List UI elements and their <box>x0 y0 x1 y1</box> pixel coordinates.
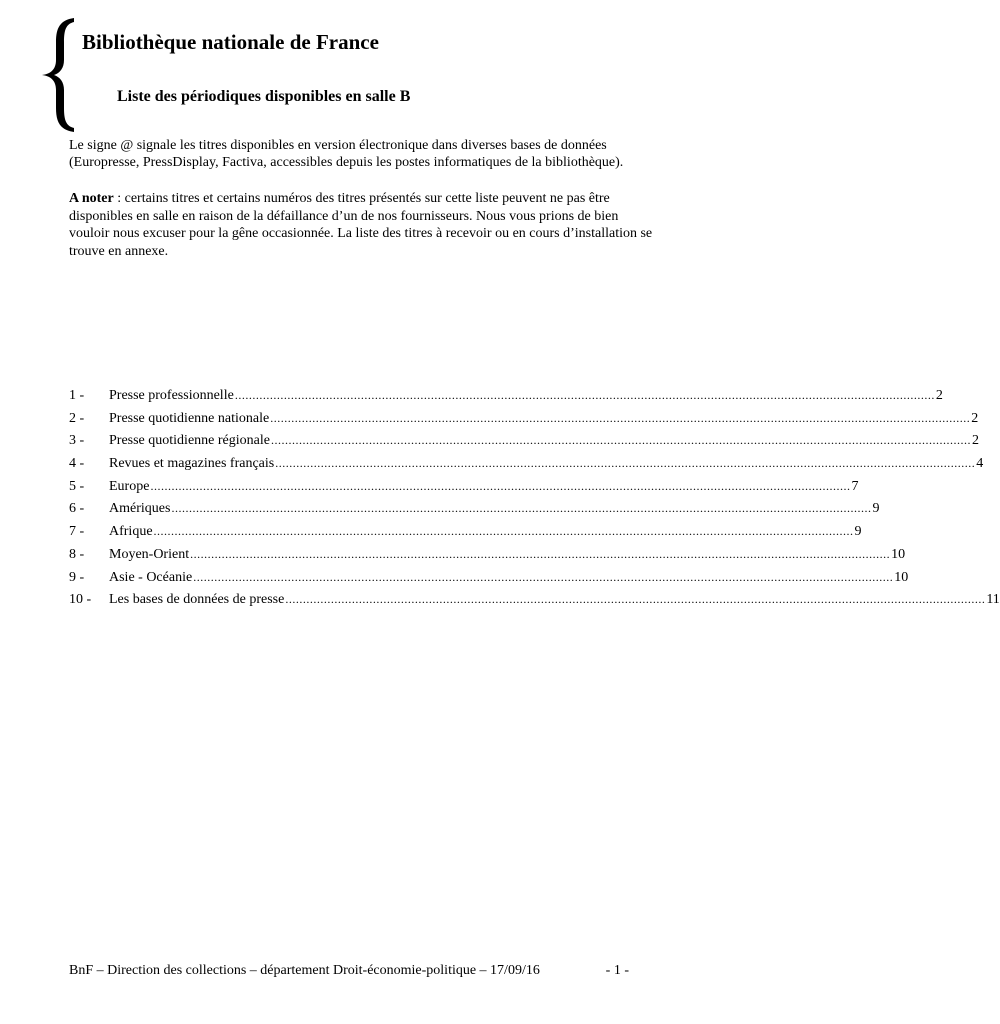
toc-item-number: 5 - <box>69 478 85 494</box>
toc-item-number: 6 - <box>69 501 85 517</box>
page-footer <box>69 963 629 979</box>
toc-item-label: Afrique <box>109 524 153 540</box>
toc-item[interactable] <box>69 500 880 523</box>
toc-item[interactable] <box>69 591 1000 614</box>
note-label: A noter <box>69 191 114 206</box>
note-text: : certains titres et certains numéros des titres présentés sur cette liste peuvent ne pas être disponibles en salle en raison de la défaillance d’un de nos fournisseurs. Nous vous prions de bien vouloir nous excuser pour la gêne occasionnée. La liste des titres à recevoir ou en cours d’installation se trouve en annexe. <box>69 191 653 259</box>
toc-item-page: 2 <box>935 388 943 403</box>
toc-item[interactable] <box>69 523 862 546</box>
toc-item[interactable] <box>69 410 979 433</box>
toc-leader: ........................................................................................................................................................................................................ <box>285 592 986 607</box>
bnf-brace-logo <box>30 16 80 134</box>
toc-item-page: 9 <box>872 501 880 517</box>
toc-item-number: 2 - <box>69 410 85 426</box>
toc-item-number: 9 - <box>69 569 85 585</box>
toc-item-page: 10 <box>894 569 909 585</box>
toc-item[interactable] <box>69 455 984 478</box>
note-paragraph <box>69 190 659 260</box>
toc-item-number: 8 - <box>69 546 85 562</box>
toc-item-number: 1 - <box>69 388 85 403</box>
toc-item-number: 3 - <box>69 433 85 449</box>
toc-item-page: 10 <box>891 546 906 562</box>
toc-item-page: 4 <box>976 456 984 472</box>
toc-item-page: 2 <box>971 410 979 426</box>
toc-item-label: Presse quotidienne régionale <box>109 433 270 449</box>
toc-item-page: 11 <box>986 592 1000 608</box>
toc-leader: ........................................................................................................................................................................................................ <box>190 546 891 561</box>
document-title: Liste des périodiques disponibles en salle B <box>117 88 411 105</box>
toc-leader: ........................................................................................................................................................................................................ <box>275 456 976 471</box>
toc-item-label: Europe <box>109 478 150 494</box>
page-number: - 1 - <box>605 963 629 978</box>
toc-item-label: Amériques <box>109 501 171 517</box>
org-title: Bibliothèque nationale de France <box>82 30 379 54</box>
table-of-contents <box>69 387 1000 614</box>
toc-item-label: Presse quotidienne nationale <box>109 410 270 426</box>
toc-leader: ........................................................................................................................................................................................................ <box>270 433 971 448</box>
toc-item[interactable] <box>69 569 909 592</box>
toc-item-label: Moyen-Orient <box>109 546 190 562</box>
toc-item-number: 10 - <box>69 592 92 608</box>
toc-item-number: 7 - <box>69 524 85 540</box>
footer-text: BnF – Direction des collections – département Droit-économie-politique – 17/09/16 <box>69 963 540 978</box>
toc-leader: ........................................................................................................................................................................................................ <box>171 501 872 516</box>
intro-paragraph: Le signe @ signale les titres disponibles en version électronique dans diverses bases de données (Europresse, PressDisplay, Factiva, accessibles depuis les postes informatiques de la bibliothèque). <box>69 138 624 170</box>
toc-leader: ........................................................................................................................................................................................................ <box>270 410 971 425</box>
toc-item[interactable] <box>69 387 943 410</box>
toc-item-label: Les bases de données de presse <box>109 592 285 608</box>
toc-item-label: Revues et magazines français <box>109 456 275 472</box>
toc-leader: ........................................................................................................................................................................................................ <box>153 524 854 539</box>
toc-item-number: 4 - <box>69 456 85 472</box>
toc-item[interactable] <box>69 432 979 455</box>
toc-item[interactable] <box>69 546 906 569</box>
toc-item[interactable] <box>69 478 859 501</box>
toc-item-label: Presse professionnelle <box>109 388 234 403</box>
toc-item-page: 7 <box>851 478 859 494</box>
toc-leader: ........................................................................................................................................................................................................ <box>234 388 935 402</box>
toc-item-label: Asie - Océanie <box>109 569 193 585</box>
toc-leader: ........................................................................................................................................................................................................ <box>193 569 894 584</box>
toc-item-page: 2 <box>971 433 979 449</box>
toc-leader: ........................................................................................................................................................................................................ <box>150 478 851 493</box>
toc-item-page: 9 <box>854 524 862 540</box>
